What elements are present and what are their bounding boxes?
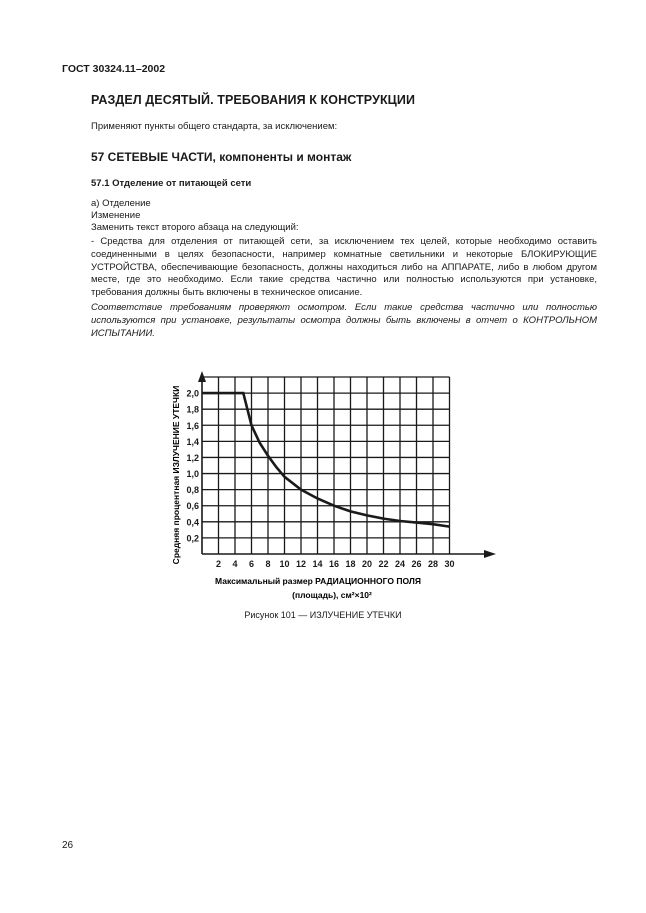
x-tick-label: 24 xyxy=(394,559,406,569)
x-tick-label: 26 xyxy=(411,559,422,569)
y-tick-label: 0,6 xyxy=(186,501,199,512)
y-tick-label: 0,8 xyxy=(186,485,199,496)
line-a: а) Отделение xyxy=(91,198,151,209)
x-axis-label-line1: Максимальный размер РАДИАЦИОННОГО ПОЛЯ xyxy=(215,576,421,586)
y-tick-label: 0,4 xyxy=(186,517,199,528)
x-tick-label: 14 xyxy=(312,559,323,569)
clause-57-1-title: 57.1 Отделение от питающей сети xyxy=(91,178,252,189)
paragraph-1: - Средства для отделения от питающей сети, за исключением тех целей, которые необходимо оставить соединенными в целях безопасности, например комнатные светильники и некоторые БЛОКИРУЮЩИЕ УСТРОЙСТВА, обеспечивающие безопасность, должны находиться либо на АППАРАТЕ, либо в любом другом месте, где это необходимо. Если такие средства частично или полностью используются при установке, требования должны быть включены в техническое описание. xyxy=(91,236,597,299)
chart-ticks xyxy=(186,389,454,569)
x-axis-label-line2: (площадь), см²×10² xyxy=(292,590,372,600)
y-tick-label: 1,4 xyxy=(186,436,199,447)
y-tick-label: 1,6 xyxy=(186,420,199,431)
y-tick-label: 1,8 xyxy=(186,404,199,415)
x-tick-label: 22 xyxy=(378,559,389,569)
y-tick-label: 2,0 xyxy=(186,388,199,399)
x-tick-label: 10 xyxy=(279,559,290,569)
x-tick-label: 30 xyxy=(444,559,455,569)
y-axis-label: Средняя процентная ИЗЛУЧЕНИЕ УТЕЧКИ xyxy=(171,385,181,565)
chart-axes xyxy=(198,371,496,558)
x-tick-label: 28 xyxy=(427,559,439,569)
y-tick-label: 0,2 xyxy=(186,533,199,544)
figure-caption: Рисунок 101 — ИЗЛУЧЕНИЕ УТЕЧКИ xyxy=(244,610,402,620)
x-tick-label: 20 xyxy=(361,559,373,569)
x-tick-label: 16 xyxy=(328,559,340,569)
x-tick-label: 12 xyxy=(295,559,307,569)
line-c: Заменить текст второго абзаца на следующий: xyxy=(91,222,299,233)
y-tick-label: 1,0 xyxy=(186,469,199,480)
page-number: 26 xyxy=(62,840,74,851)
clause-57-title: 57 СЕТЕВЫЕ ЧАСТИ, компоненты и монтаж xyxy=(91,150,352,164)
x-tick-label: 8 xyxy=(265,559,271,569)
leakage-curve xyxy=(202,393,450,526)
chart-grid xyxy=(202,377,450,554)
line-b: Изменение xyxy=(91,210,141,221)
x-tick-label: 4 xyxy=(232,559,238,569)
standard-header: ГОСТ 30324.11–2002 xyxy=(62,63,166,75)
section-title: РАЗДЕЛ ДЕСЯТЫЙ. ТРЕБОВАНИЯ К КОНСТРУКЦИИ xyxy=(91,93,416,107)
x-axis-arrow xyxy=(484,550,496,558)
paragraph-2: Соответствие требованиям проверяют осмотром. Если такие средства частично или полностью используются при установке, результаты осмотра должны быть включены в отчет о КОНТРОЛЬНОМ ИСПЫТАНИИ. xyxy=(91,302,597,339)
y-tick-label: 1,2 xyxy=(186,452,199,463)
leakage-chart xyxy=(160,360,500,605)
x-tick-label: 2 xyxy=(215,559,222,569)
x-tick-label: 6 xyxy=(248,559,255,569)
section-intro: Применяют пункты общего стандарта, за исключением: xyxy=(91,121,338,132)
x-tick-label: 18 xyxy=(345,559,356,569)
